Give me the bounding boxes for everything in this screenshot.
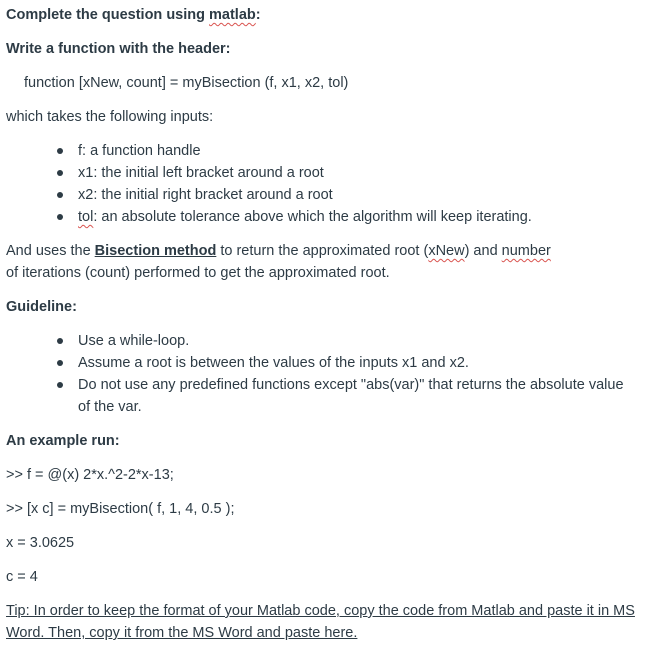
uses-paragraph: [6, 240, 566, 284]
uses-text-3: ) and: [464, 243, 502, 259]
tol-word: tol: [78, 209, 94, 225]
input-item-f: f: a function handle: [78, 140, 660, 162]
inputs-intro: which takes the following inputs:: [6, 109, 214, 125]
guidelines-list: [6, 330, 660, 418]
uses-text-4: of iterations (count) performed to get the approximated root.: [6, 265, 390, 281]
input-item-x2: x2: the initial right bracket around a root: [78, 184, 660, 206]
uses-text-1: And uses the: [6, 243, 95, 259]
intro-heading-prefix: Complete the question using: [6, 7, 210, 23]
guideline-label: Guideline:: [6, 299, 77, 315]
example-line-2: >> [x c] = myBisection( f, 1, 4, 0.5 );: [6, 501, 235, 517]
input-item-x1: x1: the initial left bracket around a root: [78, 162, 660, 184]
example-line-3: x = 3.0625: [6, 535, 75, 551]
function-header-code: function [xNew, count] = myBisection (f, x1, x2, tol): [24, 75, 349, 91]
example-line-4: c = 4: [6, 569, 38, 585]
inputs-list: [6, 140, 660, 228]
guideline-item: Assume a root is between the values of the inputs x1 and x2.: [78, 352, 660, 374]
guideline-item: Do not use any predefined functions except "abs(var)" that returns the absolute value of the var.: [78, 374, 660, 418]
example-run-label: An example run:: [6, 433, 120, 449]
number-word: number: [501, 243, 551, 259]
tol-description: : an absolute tolerance above which the algorithm will keep iterating.: [93, 209, 532, 225]
uses-text-2: to return the approximated root (: [216, 243, 429, 259]
intro-heading-suffix: :: [255, 7, 261, 23]
tip-text: Tip: In order to keep the format of your Matlab code, copy the code from Matlab and paste it in MS Word. Then, copy it from the MS Word and paste here.: [6, 603, 635, 641]
xnew-word: xNew: [428, 243, 465, 259]
guideline-item: Use a while-loop.: [78, 330, 660, 352]
bisection-method-term: Bisection method: [94, 243, 217, 259]
intro-heading: [6, 4, 660, 26]
write-function-label: Write a function with the header:: [6, 41, 231, 57]
example-line-1: >> f = @(x) 2*x.^2-2*x-13;: [6, 467, 174, 483]
input-item-tol: [78, 206, 660, 228]
matlab-word: matlab: [209, 7, 256, 23]
